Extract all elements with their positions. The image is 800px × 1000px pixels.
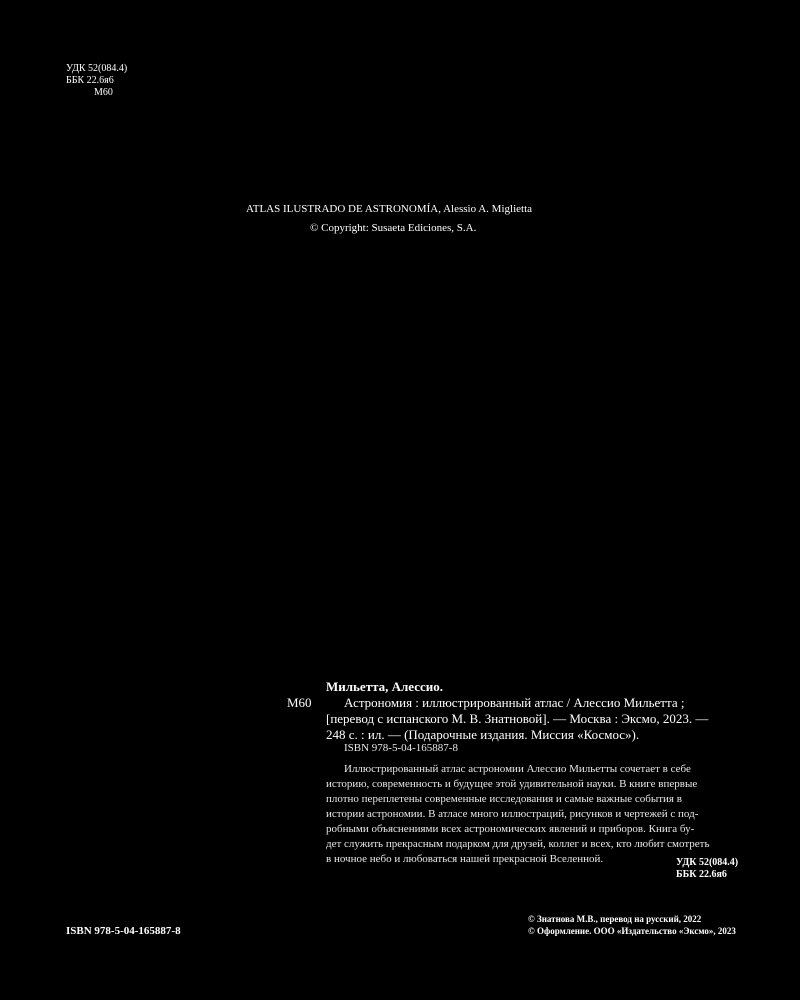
entry-line-2: [перевод с испанского М. В. Знатновой]. — Москва : Эксмо, 2023. — [326, 711, 709, 726]
top-bbk: ББК 22.6я6 [66, 75, 114, 86]
annotation-line-2: историю, современность и будущее этой удивительной науки. В книге впервые [326, 778, 698, 790]
entry-author-mark: М60 [287, 695, 312, 710]
copyright-design: © Оформление. ООО «Издательство «Эксмо», 2023 [528, 926, 736, 936]
original-copyright-line: © Copyright: Susaeta Ediciones, S.A. [310, 222, 477, 234]
entry-bbk: ББК 22.6я6 [676, 869, 727, 880]
footer-isbn: ISBN 978-5-04-165887-8 [66, 925, 181, 937]
annotation-line-6: дет служить прекрасным подарком для друзей, коллег и всех, кто любит смотреть [326, 838, 710, 850]
copyright-translation: © Знатнова М.В., перевод на русский, 2022 [528, 914, 702, 924]
annotation-line-4: истории астрономии. В атласе много иллюстраций, рисунков и чертежей с под- [326, 808, 699, 820]
bibliographic-entry [326, 679, 734, 743]
annotation-line-7: в ночное небо и любоваться нашей прекрасной Вселенной. [326, 853, 604, 865]
top-udk: УДК 52(084.4) [66, 63, 128, 74]
original-title-line: ATLAS ILUSTRADO DE ASTRONOMÍA, Alessio A. Miglietta [246, 203, 533, 215]
entry-codes [676, 857, 746, 881]
footer-copyrights [528, 913, 778, 937]
entry-line-3: 248 с. : ил. — (Подарочные издания. Миссия «Космос»). [326, 727, 640, 742]
annotation-line-1: Иллюстрированный атлас астрономии Алессио Мильетты сочетает в себе [344, 763, 691, 775]
original-edition [246, 201, 666, 236]
entry-line-1: Астрономия : иллюстрированный атлас / Алессио Мильетта ; [344, 695, 685, 710]
entry-isbn: ISBN 978-5-04-165887-8 [344, 742, 458, 754]
annotation-line-5: робными объяснениями всех астрономических явлений и приборов. Книга бу- [326, 823, 695, 835]
annotation-line-3: плотно переплетены современные исследования и самые важные события в [326, 793, 682, 805]
top-codes [66, 63, 186, 99]
entry-udk: УДК 52(084.4) [676, 857, 739, 868]
annotation [326, 762, 734, 867]
top-author-mark: М60 [94, 87, 113, 98]
entry-heading: Мильетта, Алессио. [326, 679, 444, 694]
